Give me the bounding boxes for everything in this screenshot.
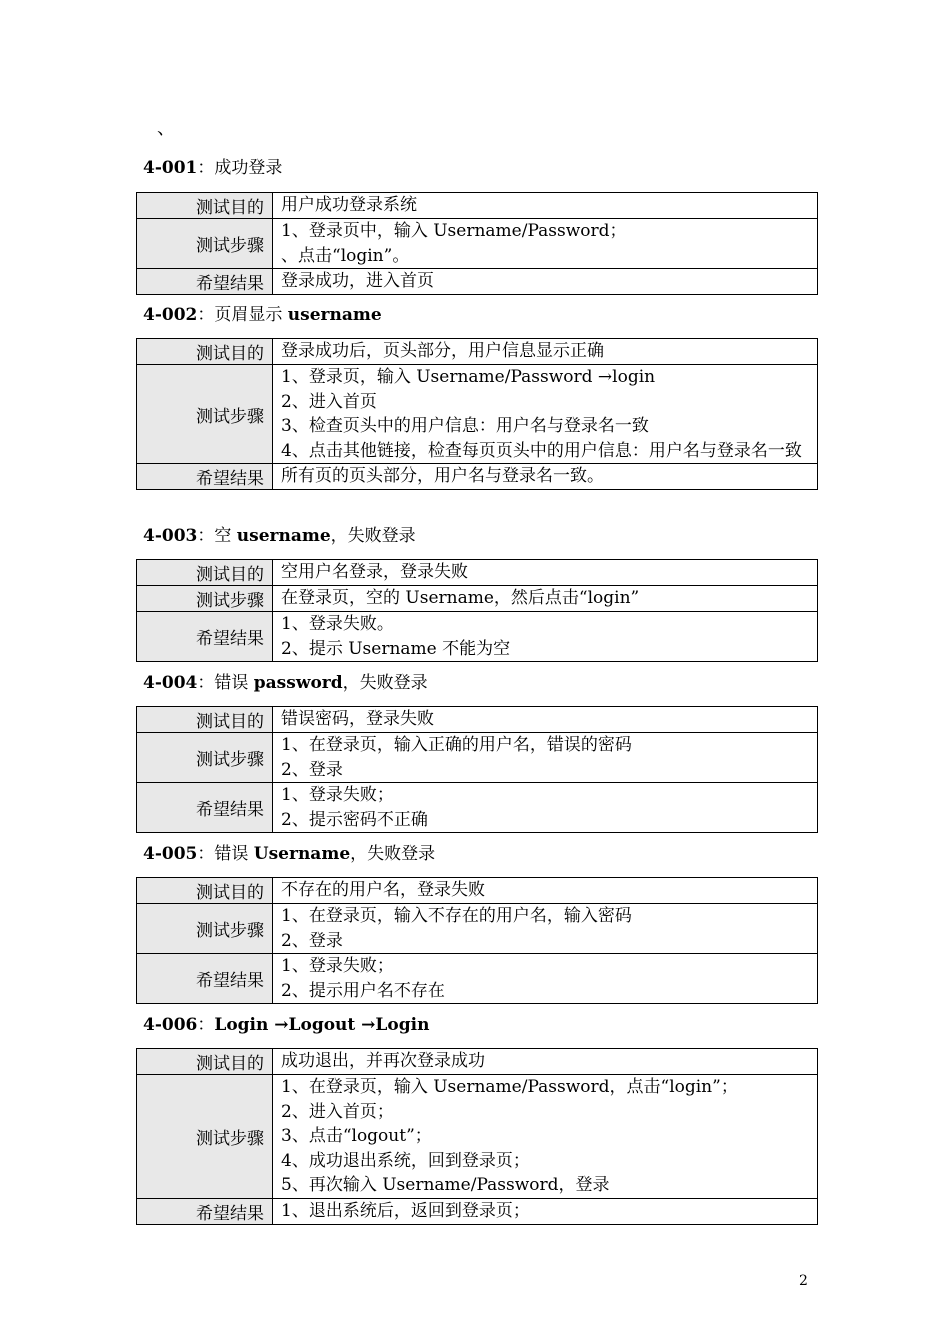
case-sep: ： bbox=[197, 844, 215, 864]
case-heading bbox=[143, 672, 428, 694]
steps-label: 测试步骤 bbox=[137, 1075, 273, 1199]
result-line: 2、提示用户名不存在 bbox=[281, 980, 445, 1001]
case-title-part: Username bbox=[253, 844, 351, 864]
purpose-label: 测试目的 bbox=[137, 193, 273, 219]
page-number: 2 bbox=[799, 1273, 808, 1289]
case-code: 4-005 bbox=[143, 844, 198, 864]
steps-label: 测试步骤 bbox=[137, 904, 273, 954]
case-title-part: ，失败登录 bbox=[330, 526, 416, 546]
result-line: 1、退出系统后，返回到登录页； bbox=[281, 1200, 530, 1221]
case-code: 4-003 bbox=[143, 526, 198, 546]
step-line: 2、进入首页 bbox=[281, 391, 377, 412]
result-label: 希望结果 bbox=[137, 269, 273, 295]
result-label: 希望结果 bbox=[137, 783, 273, 833]
test-case-table bbox=[136, 706, 818, 833]
steps-label: 测试步骤 bbox=[137, 365, 273, 464]
result-line: 1、登录失败； bbox=[281, 956, 394, 976]
result-line: 2、提示 Username 不能为空 bbox=[281, 638, 511, 659]
purpose-label: 测试目的 bbox=[137, 339, 273, 365]
case-heading bbox=[143, 157, 282, 179]
purpose-value: 错误密码，登录失败 bbox=[281, 709, 434, 730]
case-title-part: 错误 bbox=[214, 673, 254, 693]
purpose-value: 空用户名登录，登录失败 bbox=[281, 562, 468, 583]
step-line: 4、点击其他链接，检查每页页头中的用户信息：用户名与登录名一致 bbox=[281, 440, 802, 461]
case-code: 4-002 bbox=[143, 305, 198, 325]
test-case-table bbox=[136, 192, 818, 295]
case-title-part: 页眉显示 bbox=[214, 305, 288, 325]
steps-label: 测试步骤 bbox=[137, 219, 273, 269]
step-line: 1、在登录页，输入不存在的用户名，输入密码 bbox=[281, 906, 632, 926]
step-line: 1、登录页，输入 Username/Password →login bbox=[281, 367, 656, 387]
result-line: 2、提示密码不正确 bbox=[281, 809, 428, 830]
step-line: 2、进入首页； bbox=[281, 1101, 394, 1122]
test-case-table bbox=[136, 338, 818, 490]
case-heading bbox=[143, 1014, 429, 1036]
purpose-value: 成功退出，并再次登录成功 bbox=[281, 1051, 485, 1072]
case-code: 4-004 bbox=[143, 673, 198, 693]
step-line: 1、在登录页，输入 Username/Password，点击“login”； bbox=[281, 1077, 738, 1097]
test-case-table bbox=[136, 1048, 818, 1225]
step-line: 在登录页，空的 Username，然后点击“login” bbox=[281, 588, 640, 609]
step-line: 2、登录 bbox=[281, 759, 343, 780]
purpose-value: 不存在的用户名，登录失败 bbox=[281, 880, 485, 901]
purpose-label: 测试目的 bbox=[137, 707, 273, 733]
result-label: 希望结果 bbox=[137, 1198, 273, 1224]
result-label: 希望结果 bbox=[137, 954, 273, 1004]
step-line: 1、在登录页，输入正确的用户名，错误的密码 bbox=[281, 735, 632, 755]
case-code: 4-006 bbox=[143, 1015, 198, 1035]
case-sep: ： bbox=[197, 526, 215, 546]
step-line: 、点击“login”。 bbox=[281, 245, 410, 266]
purpose-label: 测试目的 bbox=[137, 878, 273, 904]
case-heading bbox=[143, 304, 382, 326]
case-sep: ： bbox=[197, 305, 215, 325]
case-title-part: 错误 bbox=[214, 844, 254, 864]
case-title-part: username bbox=[287, 305, 382, 325]
case-sep: ： bbox=[197, 1015, 215, 1035]
case-sep: ： bbox=[197, 158, 215, 178]
case-code: 4-001 bbox=[143, 158, 198, 178]
step-line: 3、点击“logout”； bbox=[281, 1126, 432, 1146]
step-line: 5、再次输入 Username/Password，登录 bbox=[281, 1175, 610, 1195]
purpose-value: 用户成功登录系统 bbox=[281, 195, 417, 216]
test-case-table bbox=[136, 559, 818, 662]
case-title-part: password bbox=[253, 673, 343, 693]
case-heading bbox=[143, 525, 416, 547]
case-sep: ： bbox=[197, 673, 215, 693]
case-title-part: ，失败登录 bbox=[342, 673, 428, 693]
purpose-label: 测试目的 bbox=[137, 1049, 273, 1075]
test-case-table bbox=[136, 877, 818, 1004]
purpose-value: 登录成功后，页头部分，用户信息显示正确 bbox=[281, 341, 604, 362]
case-heading bbox=[143, 843, 435, 865]
case-title-part: 空 bbox=[214, 526, 237, 546]
steps-label: 测试步骤 bbox=[137, 733, 273, 783]
case-title-part: 成功登录 bbox=[214, 158, 283, 178]
result-label: 希望结果 bbox=[137, 464, 273, 490]
purpose-label: 测试目的 bbox=[137, 560, 273, 586]
result-line: 登录成功，进入首页 bbox=[281, 271, 434, 292]
step-line: 4、成功退出系统，回到登录页； bbox=[281, 1150, 530, 1171]
steps-label: 测试步骤 bbox=[137, 586, 273, 612]
step-line: 2、登录 bbox=[281, 930, 343, 951]
result-line: 1、登录失败。 bbox=[281, 614, 394, 634]
result-line: 所有页的页头部分，用户名与登录名一致。 bbox=[281, 466, 604, 487]
result-label: 希望结果 bbox=[137, 612, 273, 662]
step-line: 1、登录页中，输入 Username/Password； bbox=[281, 221, 627, 241]
case-title-part: ，失败登录 bbox=[350, 844, 436, 864]
top-mark: 、 bbox=[157, 118, 175, 139]
case-title-part: Login →Logout →Login bbox=[214, 1015, 430, 1035]
case-title-part: username bbox=[236, 526, 331, 546]
result-line: 1、登录失败； bbox=[281, 785, 394, 805]
step-line: 3、检查页头中的用户信息：用户名与登录名一致 bbox=[281, 416, 649, 436]
